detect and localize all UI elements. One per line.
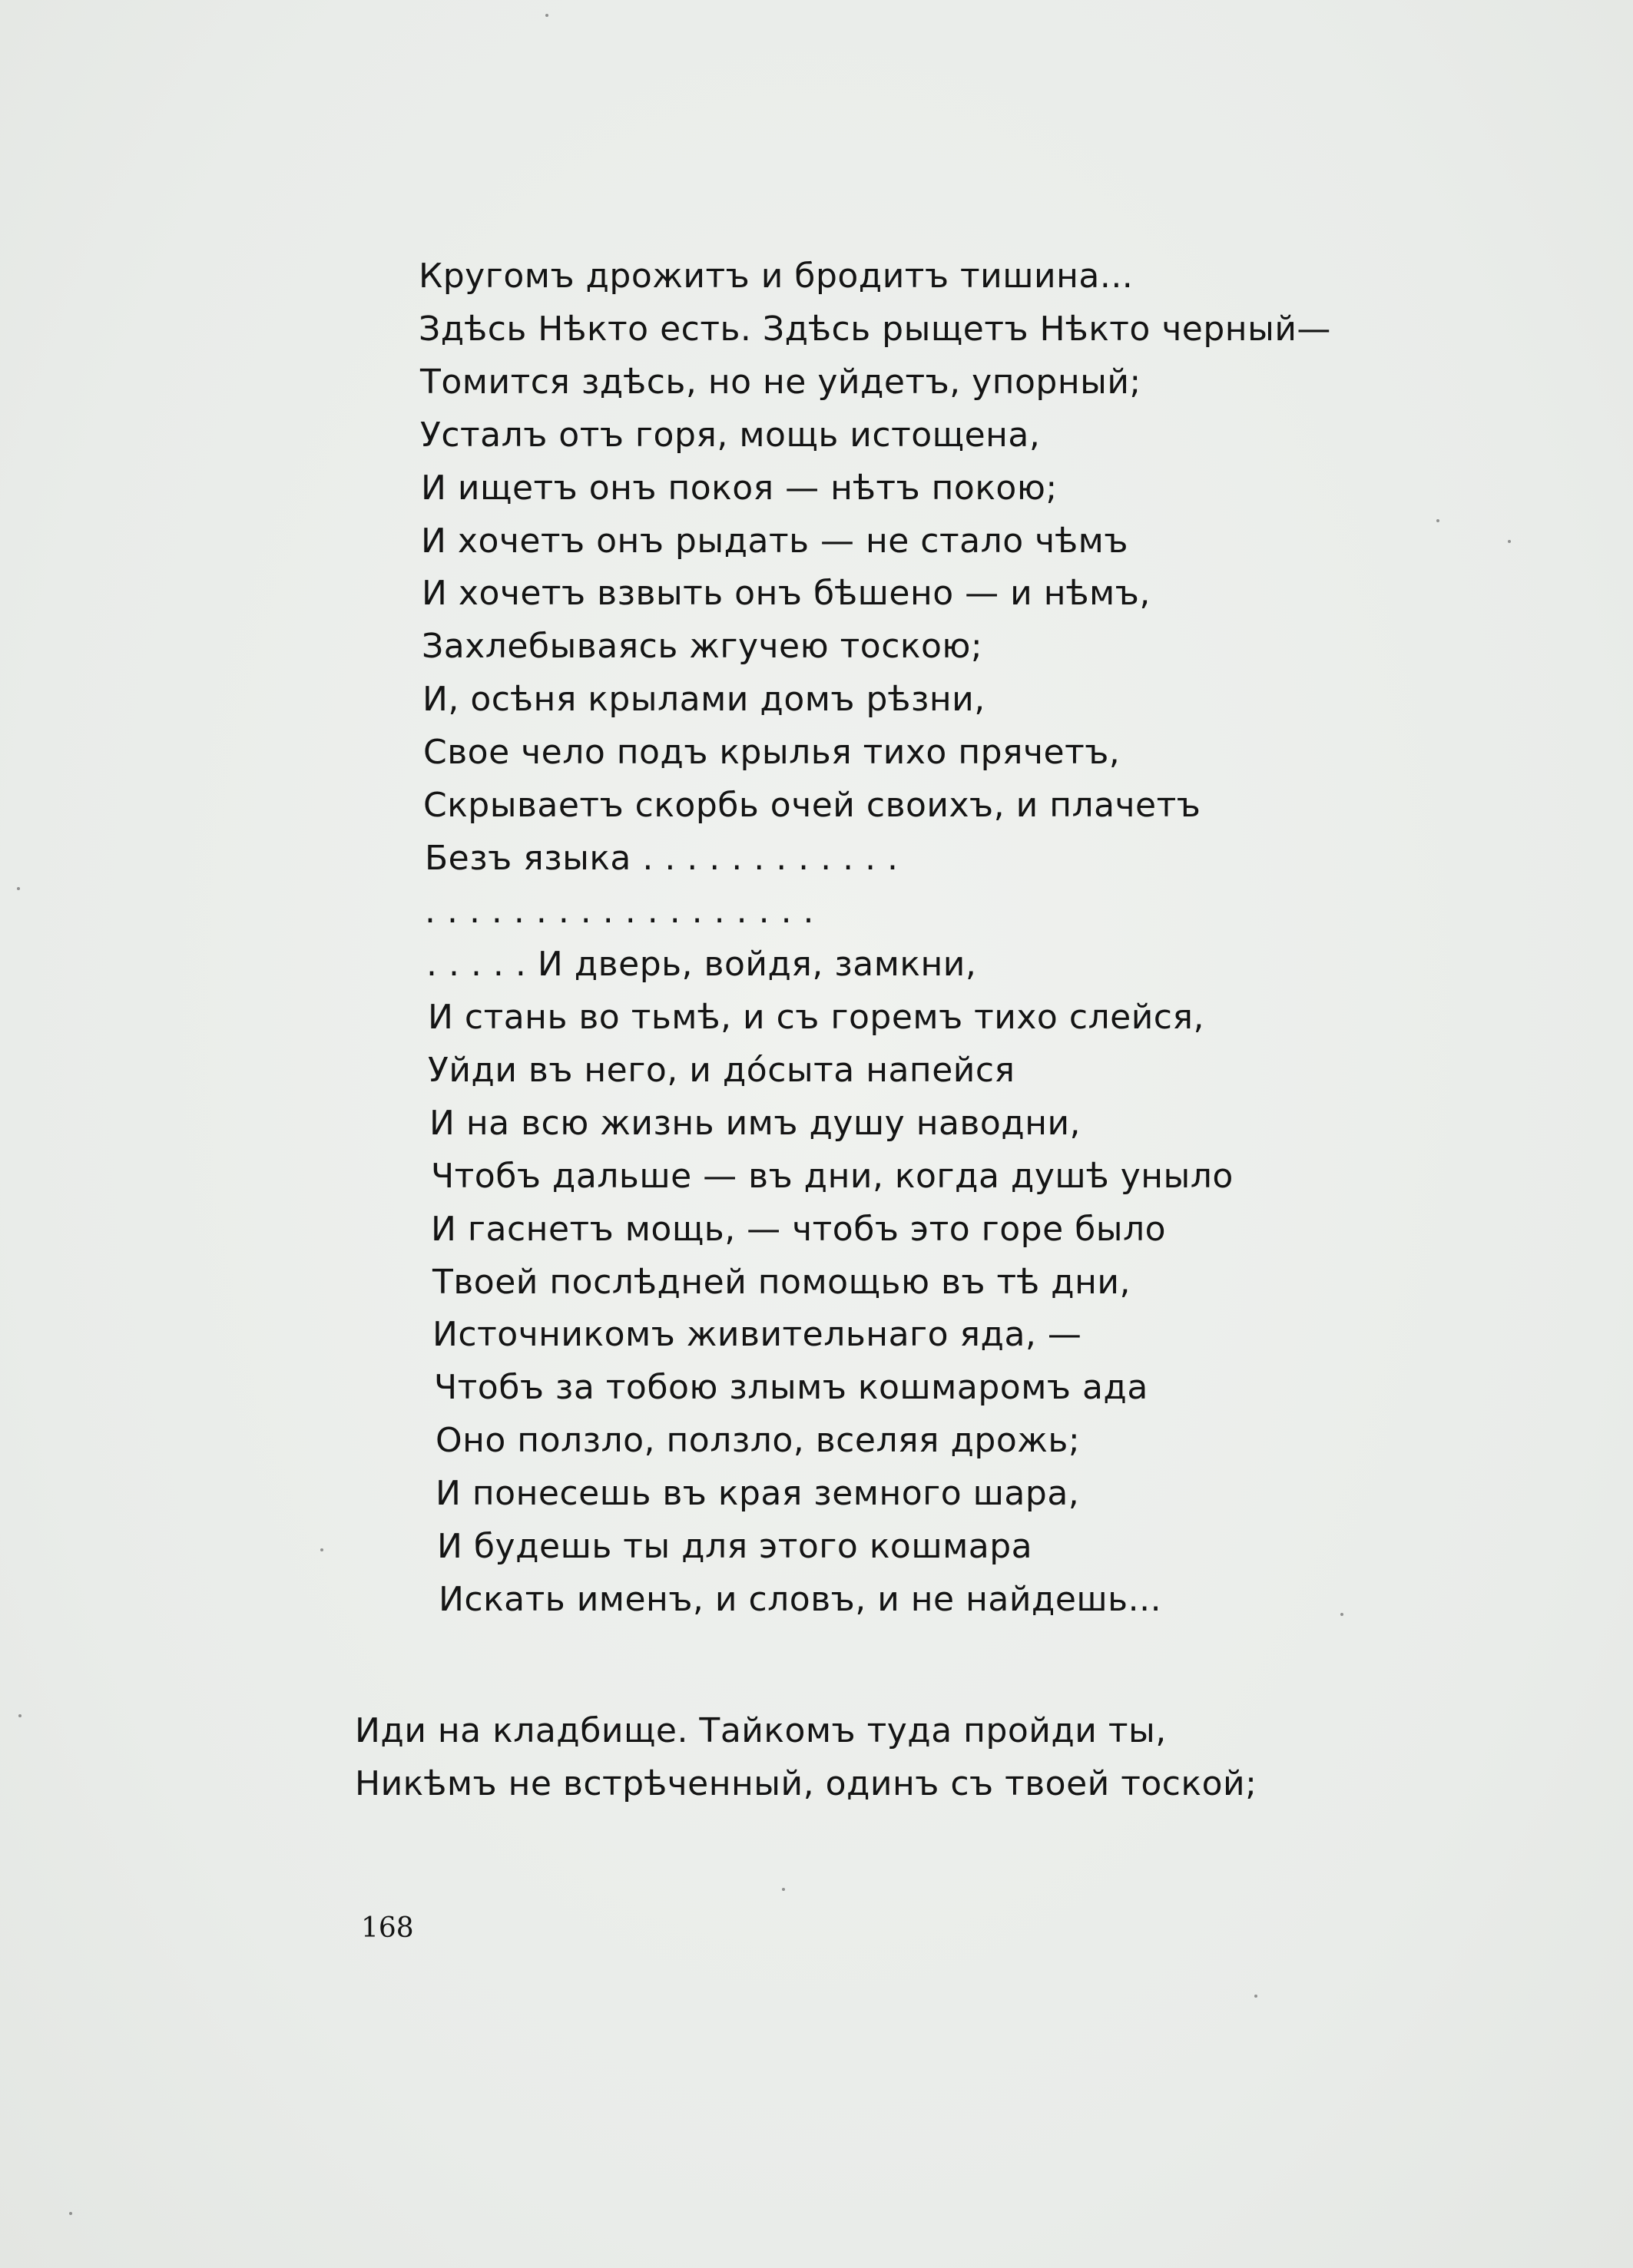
paper-speck — [1508, 540, 1511, 543]
closing-line-1: Иди на кладбище. Тайкомъ туда пройди ты, — [355, 1711, 1167, 1750]
verse-line-24: И понесешь въ края земного шара, — [436, 1474, 1080, 1513]
verse-line-15: И стань во тьмѣ, и съ горемъ тихо слейся, — [428, 998, 1204, 1037]
paper-speck — [69, 2212, 72, 2215]
verse-line-12: Безъ языка . . . . . . . . . . . . — [425, 839, 899, 878]
paper-speck — [1254, 1995, 1257, 1998]
verse-line-19: И гаснетъ мощь, — чтобъ это горе было — [431, 1210, 1167, 1249]
verse-line-8: Захлебываясь жгучею тоскою; — [422, 627, 983, 666]
paper-speck — [782, 1888, 785, 1891]
verse-line-21: Источникомъ живительнаго яда, — — [432, 1315, 1082, 1354]
verse-line-ellipsis: . . . . . . . . . . . . . . . . . . — [425, 892, 815, 931]
verse-line-25: И будешь ты для этого кошмара — [437, 1527, 1033, 1566]
verse-line-16: Уйди въ него, и до́сыта напейся — [428, 1051, 1015, 1090]
paper-speck — [18, 1714, 22, 1717]
verse-line-26: Искать именъ, и словъ, и не найдешь... — [439, 1580, 1162, 1619]
verse-line-17: И на всю жизнь имъ душу наводни, — [429, 1104, 1081, 1143]
verse-line-14: . . . . . И дверь, войдя, замкни, — [426, 945, 977, 984]
verse-line-10: Свое чело подъ крылья тихо прячетъ, — [423, 733, 1121, 772]
page-number: 168 — [361, 1912, 414, 1944]
closing-line-2: Никѣмъ не встрѣченный, одинъ съ твоей тоской; — [355, 1764, 1257, 1803]
verse-line-11: Скрываетъ скорбь очей своихъ, и плачетъ — [423, 786, 1201, 825]
verse-line-20: Твоей послѣдней помощью въ тѣ дни, — [432, 1263, 1131, 1302]
verse-line-6: И хочетъ онъ рыдать — не стало чѣмъ — [421, 521, 1128, 561]
verse-line-4: Усталъ отъ горя, мощь истощена, — [420, 416, 1041, 455]
paper-speck — [1340, 1613, 1343, 1616]
verse-line-23: Оно ползло, ползло, вселяя дрожь; — [436, 1421, 1081, 1460]
paper-speck — [545, 14, 548, 17]
paper-speck — [17, 887, 20, 890]
verse-line-9: И, осѣня крылами домъ рѣзни, — [422, 680, 985, 719]
paper-speck — [1436, 519, 1439, 522]
verse-line-1: Кругомъ дрожитъ и бродитъ тишина... — [419, 257, 1134, 296]
verse-line-3: Томится здѣсь, но не уйдетъ, упорный; — [420, 363, 1141, 402]
verse-line-2: Здѣсь Нѣкто есть. Здѣсь рыщетъ Нѣкто черный— — [419, 310, 1331, 349]
verse-line-22: Чтобъ за тобою злымъ кошмаромъ ада — [434, 1368, 1148, 1407]
paper-speck — [320, 1548, 323, 1551]
verse-line-18: Чтобъ дальше — въ дни, когда душѣ уныло — [431, 1157, 1234, 1196]
verse-line-7: И хочетъ взвыть онъ бѣшено — и нѣмъ, — [422, 574, 1151, 613]
verse-line-5: И ищетъ онъ покоя — нѣтъ покою; — [421, 468, 1058, 508]
